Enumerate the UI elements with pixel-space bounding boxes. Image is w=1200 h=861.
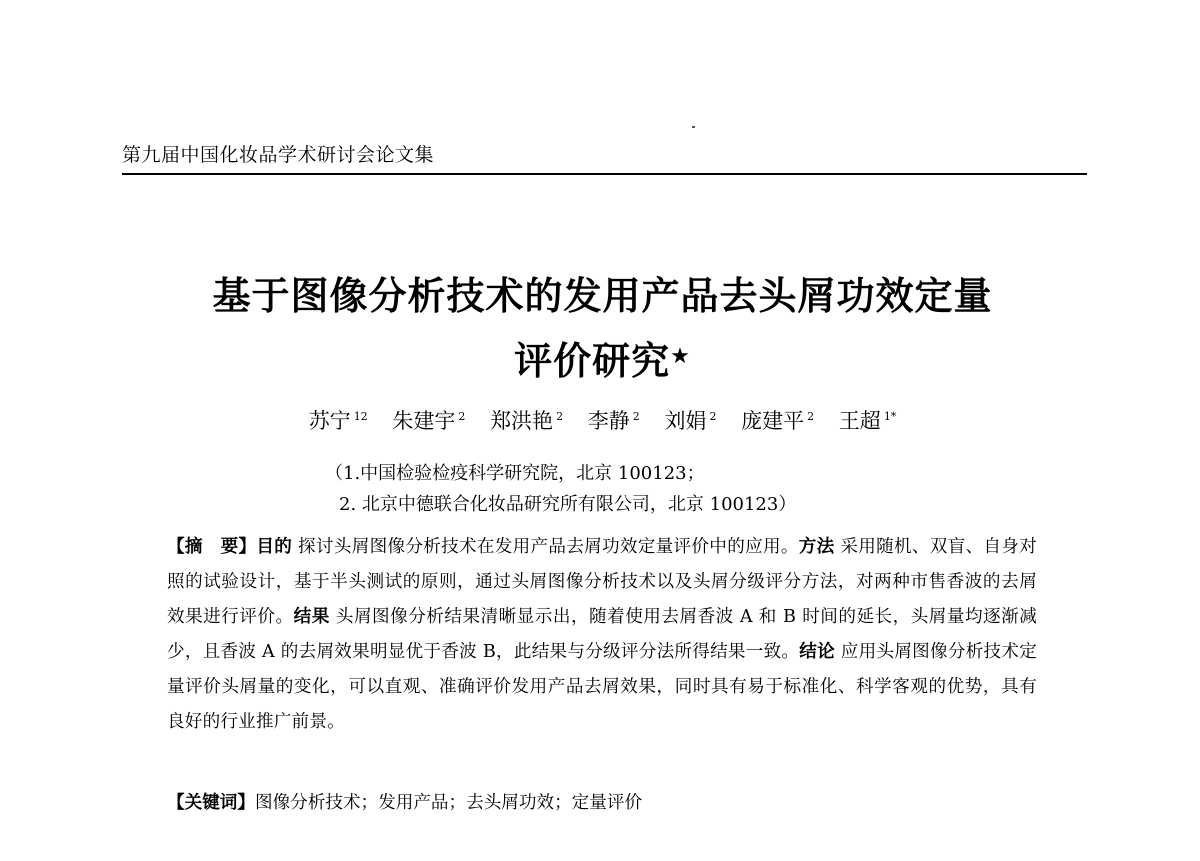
proceedings-header: 第九届中国化妆品学术研讨会论文集 <box>122 144 435 166</box>
author: 郑洪艳 $^2$ <box>490 409 564 433</box>
affiliation-1: （1.中国检验检疫科学研究院，北京 100123； <box>325 463 705 484</box>
purpose-label: 目的 <box>256 537 293 557</box>
paper-title-line-1: 基于图像分析技术的发用产品去头屑功效定量 <box>212 274 993 318</box>
author: 苏宁 $^{12}$ <box>308 409 368 433</box>
keywords-label: 【关键词】 <box>167 793 255 813</box>
conclusion-label: 结论 <box>799 642 835 662</box>
author: 李静 $^2$ <box>587 409 640 433</box>
method-label: 方法 <box>798 537 835 557</box>
abstract <box>167 530 1037 740</box>
author: 朱建宇 $^2$ <box>392 409 466 433</box>
scan-speck <box>692 126 695 128</box>
abstract-label: 【摘 要】 <box>167 537 257 557</box>
keywords <box>167 788 1037 818</box>
paper-title-line-2 <box>120 336 1085 386</box>
author: 王超 $^{1*}$ <box>838 409 897 433</box>
title-footnote-star: ★ <box>670 344 691 369</box>
author: 刘娟 $^2$ <box>664 409 717 433</box>
author: 庞建平 $^2$ <box>741 409 815 433</box>
result-label: 结果 <box>293 607 330 627</box>
purpose-text: 探讨头屑图像分析技术在发用产品去屑功效定量评价中的应用。 <box>292 537 799 557</box>
method-text: 采用随机、双盲、自身对照的试验设计，基于半头测试的原则，通过头屑图像分析技术以及头屑分级评分方法，对两种市售香波的去屑效果进行评价。 <box>167 537 1037 627</box>
author-list <box>120 405 1085 437</box>
header-rule <box>122 173 1087 175</box>
paper-title-text: 评价研究 <box>514 339 671 383</box>
result-text: 头屑图像分析结果清晰显示出，随着使用去屑香波 A 和 B 时间的延长，头屑量均逐渐减少，且香波 A 的去屑效果明显优于香波 B，此结果与分级评分法所得结果一致。 <box>167 607 1038 662</box>
affiliation-2: 2. 北京中德联合化妆品研究所有限公司，北京 100123） <box>339 494 797 515</box>
keywords-text: 图像分析技术；发用产品；去头屑功效；定量评价 <box>254 793 643 813</box>
conclusion-text: 应用头屑图像分析技术定量评价头屑量的变化，可以直观、准确评价发用产品去屑效果，同时具有易于标准化、科学客观的优势，具有良好的行业推广前景。 <box>167 642 1037 732</box>
